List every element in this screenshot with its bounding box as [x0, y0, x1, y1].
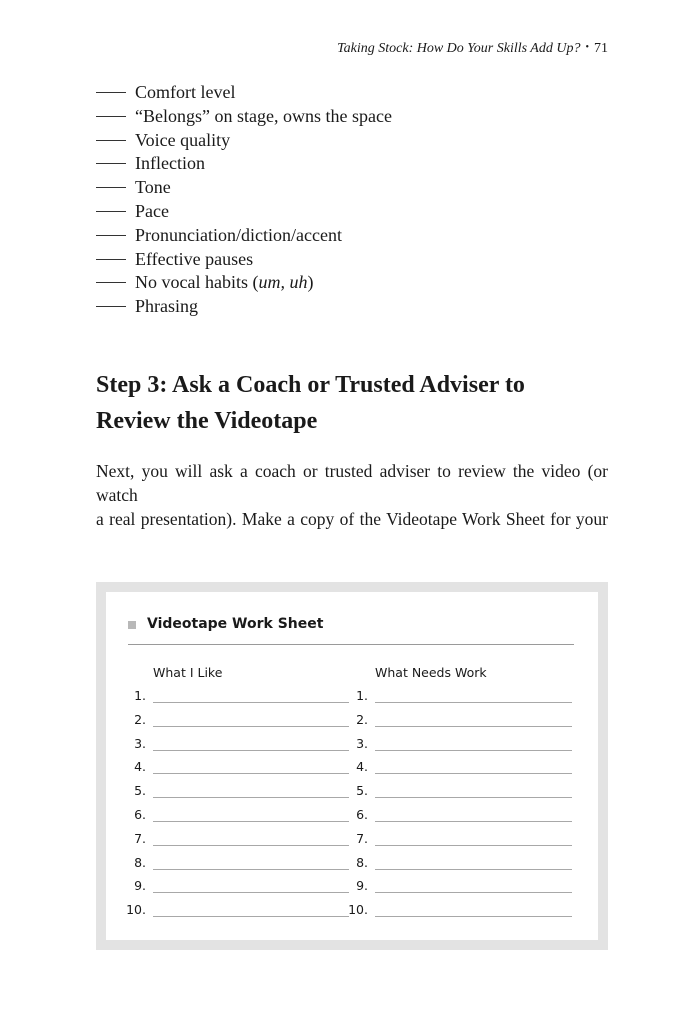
- write-in-line-left: [153, 726, 349, 727]
- write-in-line-left: [153, 797, 349, 798]
- worksheet-frame: [96, 582, 608, 950]
- checklist-blank: [96, 92, 126, 93]
- write-in-line-right: [375, 869, 572, 870]
- header-separator: •: [585, 42, 589, 53]
- row-number-left: 1.: [134, 688, 146, 703]
- row-number-left: 9.: [134, 878, 146, 894]
- row-number-left: 3.: [134, 735, 146, 751]
- write-in-line-right: [375, 726, 572, 727]
- step-heading-line-1: Step 3: Ask a Coach or Trusted Adviser to: [96, 372, 525, 398]
- checklist-item: [96, 152, 392, 176]
- checklist-blank: [96, 211, 126, 212]
- row-number-left: 5.: [134, 783, 146, 799]
- checklist-item: [96, 81, 392, 105]
- checklist-item-label: Pace: [135, 200, 169, 221]
- right-column-header: What Needs Work: [375, 665, 487, 680]
- worksheet-title: Videotape Work Sheet: [147, 616, 324, 632]
- checklist-item: [96, 224, 392, 248]
- row-number-right: 1.: [356, 688, 368, 703]
- checklist-item: [96, 105, 392, 129]
- checklist-item: [96, 271, 392, 295]
- step-heading: [96, 367, 616, 439]
- write-in-line-right: [375, 773, 572, 774]
- square-bullet-icon: [128, 621, 136, 629]
- row-number-right: 6.: [356, 807, 368, 822]
- row-number-right: 3.: [356, 735, 368, 751]
- worksheet-row: [106, 902, 598, 922]
- row-number-left: 10.: [126, 902, 146, 918]
- row-number-right: 9.: [356, 878, 368, 894]
- write-in-line-right: [375, 797, 572, 798]
- checklist-item-label: Inflection: [135, 153, 205, 174]
- checklist-item: [96, 200, 392, 224]
- write-in-line-left: [153, 892, 349, 893]
- write-in-line-right: [375, 750, 572, 751]
- checklist-item-label: Tone: [135, 177, 171, 198]
- write-in-line-left: [153, 773, 349, 774]
- checklist-item: [96, 248, 392, 272]
- skills-checklist: [96, 81, 392, 319]
- write-in-line-left: [153, 916, 349, 917]
- checklist-blank: [96, 282, 126, 283]
- checklist-item-label: Voice quality: [135, 129, 231, 150]
- body-paragraph: [96, 459, 608, 531]
- row-number-right: 8.: [356, 854, 368, 870]
- row-number-right: 10.: [348, 902, 368, 918]
- checklist-blank: [96, 259, 126, 260]
- worksheet-row: [106, 807, 598, 827]
- running-header: [337, 41, 608, 57]
- row-number-right: 7.: [356, 830, 368, 846]
- write-in-line-right: [375, 702, 572, 703]
- write-in-line-left: [153, 821, 349, 822]
- checklist-item-label: Comfort level: [135, 82, 236, 102]
- page-number: 71: [594, 41, 608, 56]
- checklist-item-italic: um, uh: [258, 272, 308, 293]
- checklist-blank: [96, 140, 126, 141]
- worksheet-row: [106, 712, 598, 732]
- worksheet-row: [106, 688, 598, 708]
- worksheet-row: [106, 783, 598, 803]
- row-number-left: 4.: [134, 759, 146, 775]
- checklist-item-label: “Belongs” on stage, owns the space: [135, 105, 392, 126]
- row-number-left: 6.: [134, 807, 146, 822]
- worksheet-row: [106, 831, 598, 851]
- write-in-line-left: [153, 750, 349, 751]
- write-in-line-right: [375, 892, 572, 893]
- checklist-item-label-end: ): [307, 272, 314, 293]
- checklist-item-label: Pronunciation/diction/accent: [135, 224, 342, 245]
- checklist-blank: [96, 163, 126, 164]
- body-line-1: Next, you will ask a coach or trusted adviser to review the video (or watch: [96, 461, 608, 505]
- checklist-blank: [96, 235, 126, 236]
- write-in-line-right: [375, 845, 572, 846]
- left-column-header: What I Like: [153, 665, 223, 680]
- checklist-item: [96, 176, 392, 200]
- checklist-blank: [96, 306, 126, 307]
- worksheet-divider: [128, 644, 574, 645]
- checklist-blank: [96, 187, 126, 188]
- worksheet-row: [106, 878, 598, 898]
- checklist-item-label: No vocal habits (: [135, 272, 259, 293]
- checklist-item-label: Effective pauses: [135, 248, 254, 269]
- checklist-item: [96, 129, 392, 153]
- row-number-left: 2.: [134, 711, 146, 727]
- write-in-line-left: [153, 869, 349, 870]
- worksheet-row: [106, 736, 598, 756]
- worksheet-row: [106, 855, 598, 875]
- row-number-left: 7.: [134, 830, 146, 846]
- worksheet-panel: [106, 592, 598, 940]
- checklist-blank: [96, 116, 126, 117]
- step-heading-line-2: Review the Videotape: [96, 408, 318, 434]
- worksheet-row: [106, 759, 598, 779]
- write-in-line-left: [153, 845, 349, 846]
- body-line-2: a real presentation). Make a copy of the Videotape Work Sheet for your: [96, 509, 608, 529]
- row-number-right: 5.: [356, 783, 368, 799]
- row-number-right: 2.: [356, 711, 368, 727]
- checklist-item-label: Phrasing: [135, 296, 198, 317]
- running-title: Taking Stock: How Do Your Skills Add Up?: [337, 41, 581, 56]
- write-in-line-right: [375, 916, 572, 917]
- write-in-line-left: [153, 702, 349, 703]
- row-number-right: 4.: [356, 759, 368, 775]
- row-number-left: 8.: [134, 854, 146, 870]
- checklist-item: [96, 295, 392, 319]
- write-in-line-right: [375, 821, 572, 822]
